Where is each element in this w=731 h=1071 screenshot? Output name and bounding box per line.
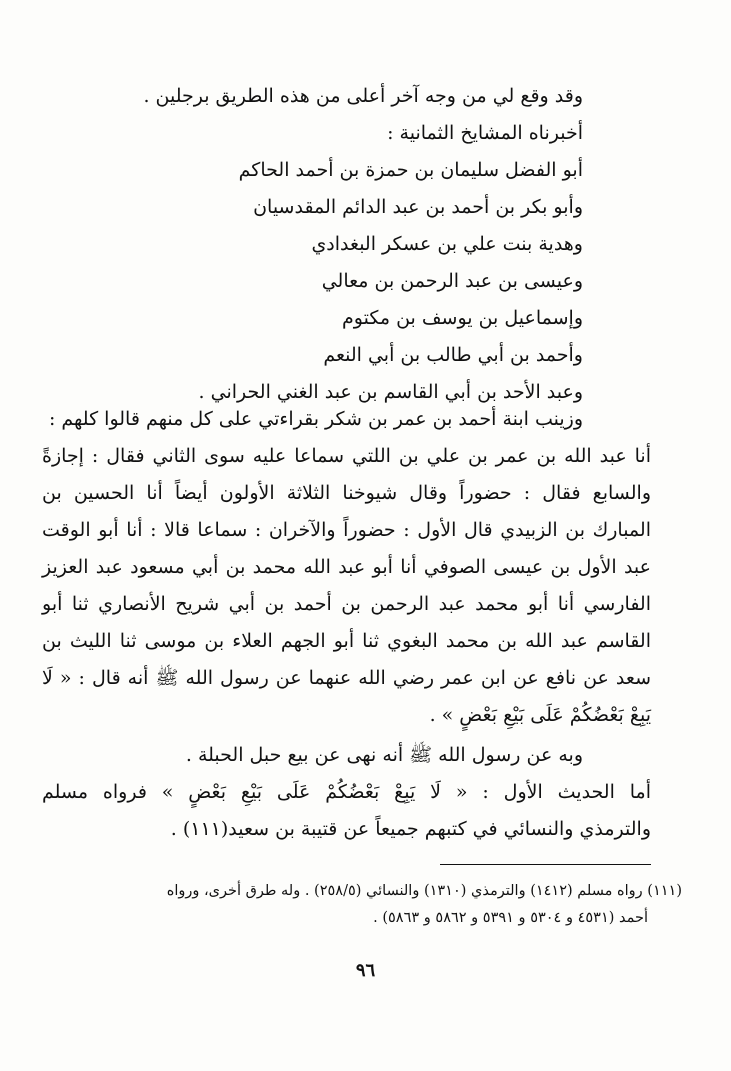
main-paragraph xyxy=(42,401,651,734)
text-line: سعد عن نافع عن ابن عمر رضي الله عنهما عن رسول الله ﷺ أنه قال : « لَا xyxy=(42,667,651,689)
text-line: أخبرناه المشايخ الثمانية : xyxy=(387,122,583,144)
text-line: المبارك بن الزبيدي قال الأول : حضوراً والآخران : سماعا قالا : أنا أبو الوقت xyxy=(42,519,651,541)
text-line: الفارسي أنا أبو محمد عبد الرحمن بن أحمد بن أبي شريح الأنصاري ثنا أبو xyxy=(42,593,651,615)
text-line: عبد الأول بن عيسى الصوفي أنا أبو عبد الله محمد بن أبي مسعود عبد العزيز xyxy=(42,556,651,578)
text-line: وبه عن رسول الله ﷺ أنه نهى عن بيع حبل الحبلة . xyxy=(185,744,583,766)
text-line: أبو الفضل سليمان بن حمزة بن أحمد الحاكم xyxy=(238,159,583,181)
text-line: وقد وقع لي من وجه آخر أعلى من هذه الطريق برجلين . xyxy=(143,85,583,107)
text-line: القاسم عبد الله بن محمد البغوي ثنا أبو الجهم العلاء بن موسى ثنا الليث بن xyxy=(42,630,651,652)
footnote-line: (١١١) رواه مسلم (١٤١٢) والترمذي (١٣١٠) والنسائي (٢٥٨/٥) . وله طرق أخرى، ورواه xyxy=(166,883,682,899)
text-line: وإسماعيل بن يوسف بن مكتوم xyxy=(342,307,583,329)
footnotes xyxy=(42,878,682,932)
text-line: يَبِعْ بَعْضُكُمْ عَلَى بَيْعِ بَعْضٍ » . xyxy=(429,704,651,726)
text-line: والسابع فقال : حضوراً وقال شيوخنا الثلاثة الأولون أيضاً أنا الحسين بن xyxy=(42,482,651,504)
text-line: أما الحديث الأول : « لَا يَبِعْ بَعْضُكُمْ عَلَى بَيْعِ بَعْضٍ » فرواه مسلم xyxy=(42,781,651,803)
text-line: وأحمد بن أبي طالب بن أبي النعم xyxy=(323,344,583,366)
text-line: والترمذي والنسائي في كتبهم جميعاً عن قتيبة بن سعيد(١١١) . xyxy=(170,818,651,840)
chain-block xyxy=(42,78,651,411)
footnote-line: أحمد (٤٥٣١ و ٥٣٠٤ و ٥٣٩١ و ٥٨٦٢ و ٥٨٦٣) . xyxy=(373,910,648,926)
text-line: وهدية بنت علي بن عسكر البغدادي xyxy=(311,233,583,255)
text-line: وزينب ابنة أحمد بن عمر بن شكر بقراءتي على كل منهم قالوا كلهم : xyxy=(48,408,583,430)
text-line: وعبد الأحد بن أبي القاسم بن عبد الغني الحراني . xyxy=(198,381,583,403)
text-line: وعيسى بن عبد الرحمن بن معالي xyxy=(321,270,583,292)
commentary-paragraph xyxy=(42,737,651,848)
page-number: ٩٦ xyxy=(355,960,376,981)
text-line: وأبو بكر بن أحمد بن عبد الدائم المقدسيان xyxy=(253,196,583,218)
text-line: أنا عبد الله بن عمر بن علي بن اللتي سماعا عليه سوى الثاني فقال : إجازةً xyxy=(42,445,651,467)
footnote-divider xyxy=(440,864,651,865)
